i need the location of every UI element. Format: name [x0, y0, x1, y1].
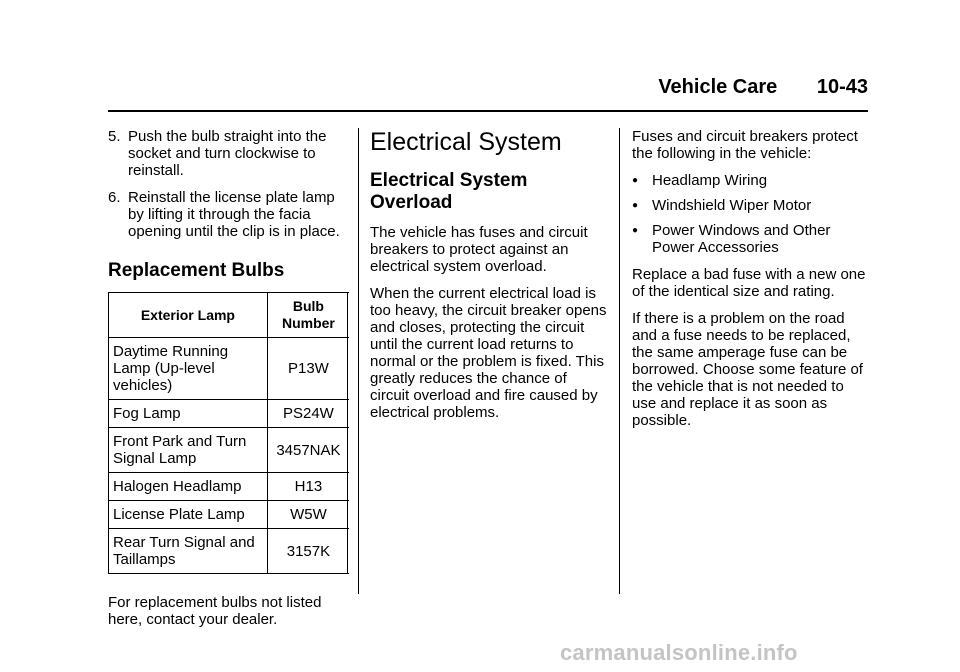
fuse-paragraph-2: If there is a problem on the road and a fuse needs to be replaced, the same amperage fuse can be borrowed. Choose some feature of the vehicle that is not needed to use and replace it as soon as possible. [632, 310, 863, 429]
table-row: License Plate Lamp W5W [109, 501, 349, 529]
column-right [632, 128, 872, 439]
list-item: ● Headlamp Wiring [632, 172, 768, 189]
overload-subtitle: Electrical System Overload [370, 170, 528, 213]
step-6: 6. Reinstall the license plate lamp by lifting it through the facia opening until the clip is in place. [108, 189, 340, 240]
overload-paragraph-2: When the current electrical load is too heavy, the circuit breaker opens and closes, protecting the circuit until the current load returns to normal or the problem is fixed. This greatly reduces the chance of circuit overload and fire caused by electrical problems. [370, 285, 607, 421]
table-row: Daytime Running Lamp (Up-level vehicles) P13W [109, 338, 349, 400]
col-header-bulb: Bulb Number [267, 293, 349, 338]
column-middle [370, 128, 608, 431]
bulb-table [109, 292, 349, 574]
column-divider-1 [358, 128, 359, 594]
bulb-table-wrap [108, 292, 348, 574]
col-header-lamp: Exterior Lamp [109, 293, 267, 338]
replacement-bulbs-heading: Replacement Bulbs [108, 260, 285, 281]
table-row: Rear Turn Signal and Taillamps 3157K [109, 529, 349, 574]
step-5: 5. Push the bulb straight into the socket and turn clockwise to reinstall. [108, 128, 327, 179]
list-item: ● Power Windows and Other Power Accessories [632, 222, 831, 256]
fuses-intro: Fuses and circuit breakers protect the following in the vehicle: [632, 128, 858, 162]
bullet-icon: ● [632, 225, 639, 236]
protected-items-list [632, 172, 872, 256]
table-header-row [109, 293, 349, 338]
bullet-icon: ● [632, 200, 639, 211]
page-number: 10-43 [816, 76, 868, 98]
bullet-icon: ● [632, 175, 639, 186]
header-rule [108, 110, 868, 112]
section-title: Vehicle Care [658, 76, 778, 98]
table-row: Halogen Headlamp H13 [109, 473, 349, 501]
list-item: ● Windshield Wiper Motor [632, 197, 812, 214]
column-left [108, 128, 348, 638]
overload-paragraph-1: The vehicle has fuses and circuit breakers to protect against an electrical system overload. [370, 224, 588, 275]
electrical-system-title: Electrical System [370, 128, 562, 156]
page-header [0, 76, 868, 99]
dealer-note: For replacement bulbs not listed here, contact your dealer. [108, 594, 322, 628]
column-divider-2 [619, 128, 620, 594]
fuse-paragraph-1: Replace a bad fuse with a new one of the identical size and rating. [632, 266, 866, 300]
table-row: Fog Lamp PS24W [109, 400, 349, 428]
table-row: Front Park and Turn Signal Lamp 3457NAK [109, 428, 349, 473]
watermark: carmanualsonline.info [560, 640, 798, 665]
